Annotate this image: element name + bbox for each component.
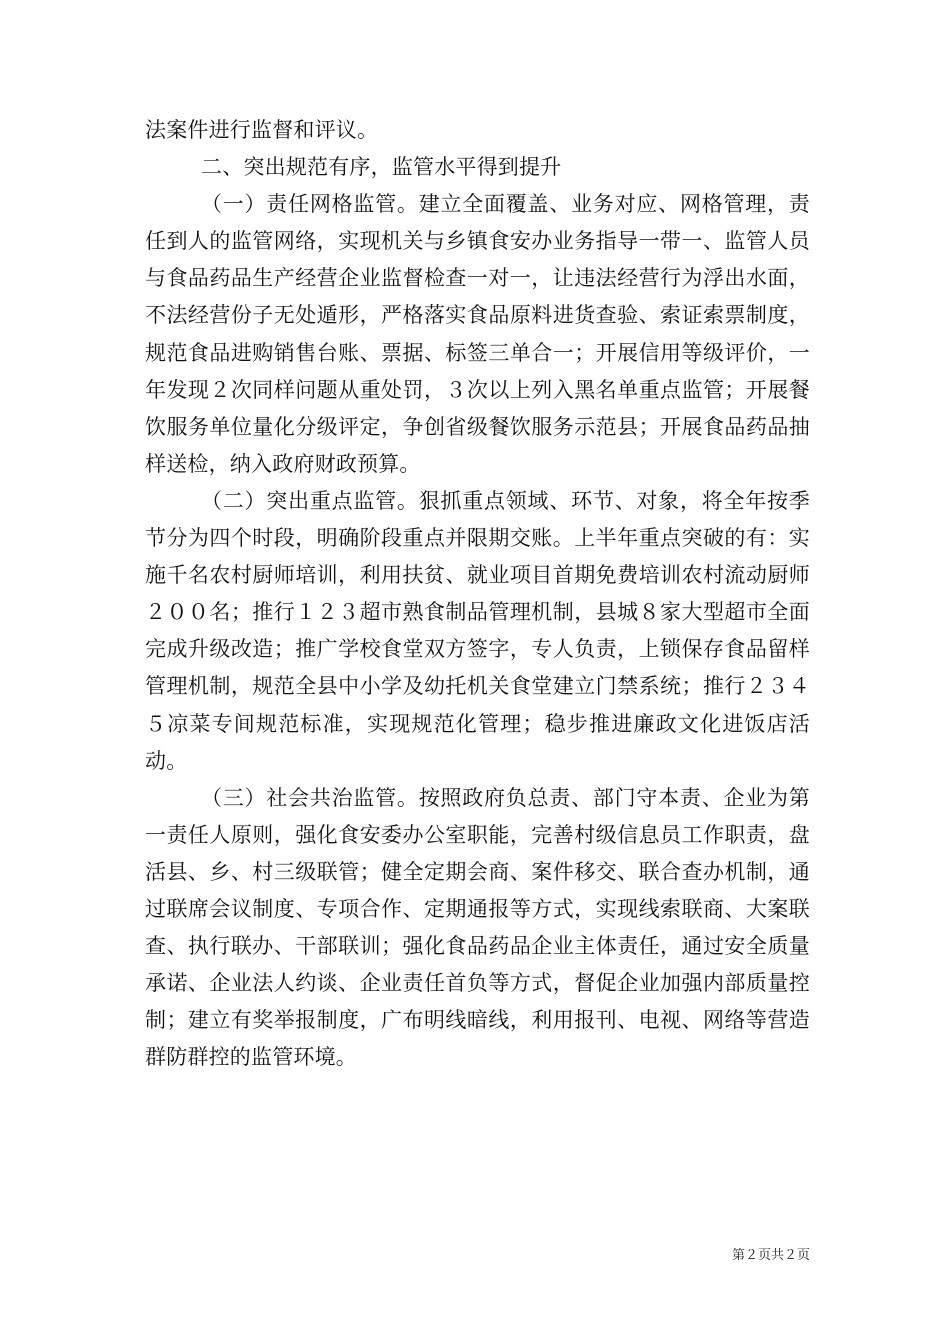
document-body: [145, 112, 810, 1076]
paragraph-key-supervision: （二）突出重点监管。狠抓重点领域、环节、对象，将全年按季节分为四个时段，明确阶段重点并限期交账。上半年重点突破的有：实施千名农村厨师培训，利用扶贫、就业项目首期免费培训农村流动厨师２００名；推行１２３超市熟食制品管理机制，县城８家大型超市全面完成升级改造；推广学校食堂双方签字，专人负责，上锁保存食品留样管理机制，规范全县中小学及幼托机关食堂建立门禁系统；推行２３４５凉菜专间规范标准，实现规范化管理；稳步推进廉政文化进饭店活动。: [145, 488, 810, 773]
paragraph-responsibility-grid: （一）责任网格监管。建立全面覆盖、业务对应、网格管理，责任到人的监管网络，实现机关与乡镇食安办业务指导一带一、监管人员与食品药品生产经营企业监督检查一对一，让违法经营行为浮出水面，不法经营份子无处遁形，严格落实食品原料进货查验、索证索票制度，规范食品进购销售台账、票据、标签三单合一；开展信用等级评价，一年发现２次同样问题从重处罚，３次以上列入黑名单重点监管；开展餐饮服务单位量化分级评定，争创省级餐饮服务示范县；开展食品药品抽样送检，纳入政府财政预算。: [145, 192, 810, 476]
paragraph-continuation: 法案件进行监督和评议。: [145, 118, 379, 142]
paragraph-social-co-governance: （三）社会共治监管。按照政府负总责、部门守本责、企业为第一责任人原则，强化食安委办公室职能，完善村级信息员工作职责，盘活县、乡、村三级联管；健全定期会商、案件移交、联合查办机制，通过联席会议制度、专项合作、定期通报等方式，实现线索联商、大案联查、执行联办、干部联训；强化食品药品企业主体责任，通过安全质量承诺、企业法人约谈、企业责任首负等方式，督促企业加强内部质量控制；建立有奖举报制度，广布明线暗线，利用报刊、电视、网络等营造群防群控的监管环境。: [145, 785, 810, 1070]
section-heading: 二、突出规范有序，监管水平得到提升: [201, 155, 562, 180]
page-number: 第２页共２页: [731, 1248, 810, 1263]
